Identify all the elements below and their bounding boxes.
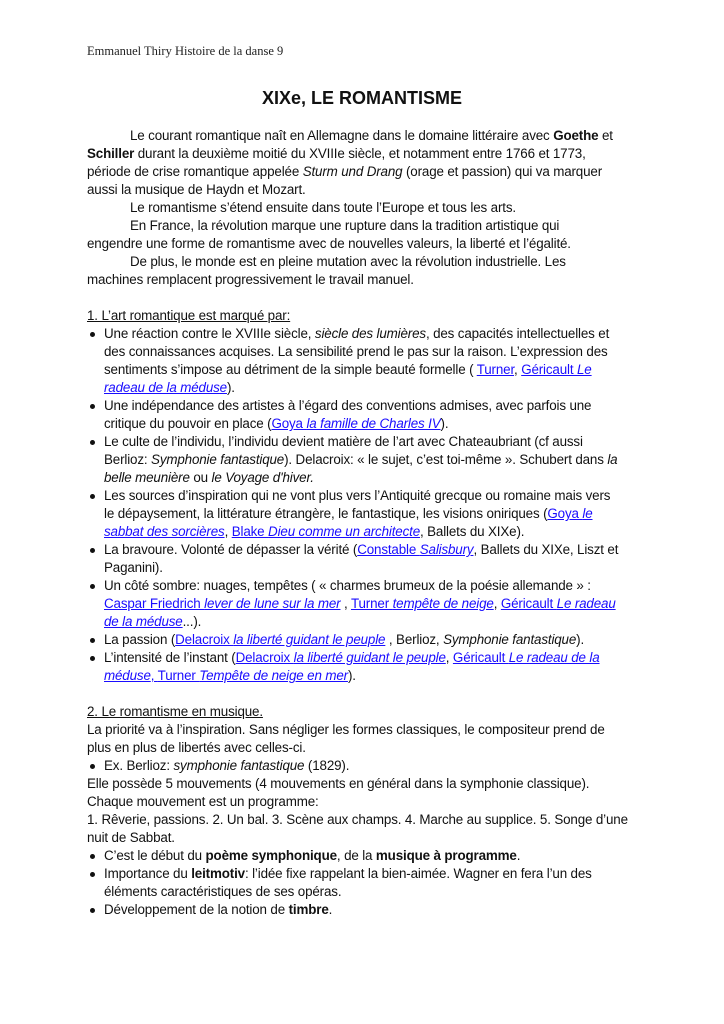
text-run: De plus, le monde est en pleine mutation avec la révolution industrielle. Les xyxy=(130,254,566,269)
text-run: ...). xyxy=(182,614,202,629)
text-run: Symphonie fantastique xyxy=(151,452,285,467)
text-run: belle meunière xyxy=(104,470,190,485)
text-line xyxy=(87,415,632,433)
text-run: : l’idée fixe rappelant la bien-aimée. Wagner en fera l’un des xyxy=(244,866,592,881)
text-run: La bravoure. Volonté de dépasser la vérité ( xyxy=(104,542,358,557)
text-run: Symphonie fantastique xyxy=(443,632,577,647)
text-run: , xyxy=(514,362,522,377)
text-run: Le romantisme s’étend ensuite dans toute l’Europe et tous les arts. xyxy=(130,200,516,215)
text-run: Elle possède 5 mouvements (4 mouvements en général dans la symphonie classique). xyxy=(87,776,590,791)
text-run: L’intensité de l’instant ( xyxy=(104,650,236,665)
hyperlink[interactable]: Géricault xyxy=(452,650,509,665)
hyperlink[interactable]: sabbat des sorcières xyxy=(104,524,225,539)
text-run: siècle des lumières xyxy=(314,326,426,341)
hyperlink[interactable]: lever de lune sur la mer xyxy=(204,596,341,611)
hyperlink[interactable]: le xyxy=(582,506,593,521)
text-run: période de crise romantique appelée xyxy=(87,164,303,179)
text-run: Sturm und Drang xyxy=(302,164,403,179)
text-run: 1. Rêverie, passions. 2. Un bal. 3. Scène aux champs. 4. Marche au supplice. 5. Songe d’une xyxy=(87,812,628,827)
text-run: musique à programme xyxy=(375,848,517,863)
text-line xyxy=(87,127,632,145)
text-run: ou xyxy=(189,470,212,485)
text-run: 1. L’art romantique est marqué par: xyxy=(87,308,291,323)
text-line xyxy=(87,217,632,235)
hyperlink[interactable]: Salisbury xyxy=(419,542,474,557)
hyperlink[interactable]: Blake xyxy=(231,524,269,539)
hyperlink[interactable]: Le radeau xyxy=(556,596,616,611)
text-line xyxy=(87,703,632,721)
bullet-item-line xyxy=(87,847,632,865)
text-run: 2. Le romantisme en musique. xyxy=(87,704,263,719)
hyperlink[interactable]: Goya xyxy=(271,416,307,431)
text-run: Ex. Berlioz: xyxy=(104,758,174,773)
bullet-item-line xyxy=(87,487,632,505)
hyperlink[interactable]: la famille de Charles IV xyxy=(306,416,441,431)
bullet-item-line xyxy=(87,577,632,595)
hyperlink[interactable]: Tempête de neige en mer xyxy=(199,668,348,683)
text-line xyxy=(87,523,632,541)
text-run: ). xyxy=(576,632,585,647)
text-run: Un côté sombre: nuages, tempêtes ( « charmes brumeux de la poésie allemande » : xyxy=(104,578,591,593)
text-run: aussi la musique de Haydn et Mozart. xyxy=(87,182,306,197)
page-title: XIXe, LE ROMANTISME xyxy=(261,88,463,108)
blank-line xyxy=(87,685,632,703)
text-run: Le culte de l’individu, l’individu devient matière de l’art avec Chateaubriant (cf aussi xyxy=(104,434,583,449)
text-run: Le courant romantique naît en Allemagne dans le domaine littéraire avec xyxy=(130,128,554,143)
text-run: la xyxy=(607,452,618,467)
text-line xyxy=(87,379,632,397)
text-run: , xyxy=(224,524,232,539)
text-run: , Ballets du XIXe). xyxy=(420,524,525,539)
text-run: éléments caractéristiques de ses opéras. xyxy=(104,884,342,899)
hyperlink[interactable]: Delacroix xyxy=(235,650,294,665)
hyperlink[interactable]: la liberté guidant le peuple xyxy=(293,650,446,665)
text-run: , de la xyxy=(336,848,376,863)
hyperlink[interactable]: tempête de neige xyxy=(392,596,494,611)
hyperlink[interactable]: méduse xyxy=(104,668,151,683)
text-run: Chaque mouvement est un programme: xyxy=(87,794,319,809)
hyperlink[interactable]: Turner xyxy=(350,596,393,611)
text-run: Paganini). xyxy=(104,560,163,575)
document-body xyxy=(87,127,632,919)
text-run: durant la deuxième moitié du XVIIIe siècle, et notamment entre 1766 et 1773, xyxy=(134,146,586,161)
bullet-item-line xyxy=(87,325,632,343)
hyperlink[interactable]: Géricault xyxy=(500,596,557,611)
text-run: , Berlioz, xyxy=(385,632,444,647)
hyperlink[interactable]: , xyxy=(150,668,158,683)
text-run: La passion ( xyxy=(104,632,176,647)
text-line xyxy=(87,469,632,487)
text-run: nuit de Sabbat. xyxy=(87,830,175,845)
text-line xyxy=(87,811,632,829)
text-run: symphonie fantastique xyxy=(173,758,305,773)
blank-line xyxy=(87,289,632,307)
text-run: critique du pouvoir en place ( xyxy=(104,416,272,431)
bullet-item-line xyxy=(87,757,632,775)
text-line xyxy=(87,181,632,199)
text-run: Goethe xyxy=(553,128,599,143)
text-line xyxy=(87,595,632,613)
hyperlink[interactable]: la liberté guidant le peuple xyxy=(233,632,386,647)
text-run: , xyxy=(493,596,501,611)
hyperlink[interactable]: Turner xyxy=(476,362,515,377)
text-run: timbre xyxy=(288,902,329,917)
text-line xyxy=(87,451,632,469)
text-run: ). Delacroix: « le sujet, c’est toi-même ». Schubert dans xyxy=(284,452,608,467)
text-line xyxy=(87,343,632,361)
hyperlink[interactable]: Constable xyxy=(357,542,420,557)
text-run: et xyxy=(598,128,613,143)
text-run: En France, la révolution marque une rupture dans la tradition artistique qui xyxy=(130,218,560,233)
text-line xyxy=(87,235,632,253)
hyperlink[interactable]: Goya xyxy=(547,506,583,521)
text-run: des connaissances acquises. La sensibilité prend le pas sur la raison. L’expression des xyxy=(104,344,608,359)
bullet-item-line xyxy=(87,631,632,649)
hyperlink[interactable]: Le radeau de la xyxy=(508,650,600,665)
hyperlink[interactable]: Turner xyxy=(157,668,200,683)
text-run: . xyxy=(328,902,333,917)
text-run: Schiller xyxy=(87,146,135,161)
text-line xyxy=(87,739,632,757)
text-run: , des capacités intellectuelles et xyxy=(425,326,610,341)
text-run: ). xyxy=(440,416,449,431)
bullet-item-line xyxy=(87,433,632,451)
text-run: engendre une forme de romantisme avec de nouvelles valeurs, la liberté et l’égalité. xyxy=(87,236,571,251)
text-run: Importance du xyxy=(104,866,192,881)
hyperlink[interactable]: de la méduse xyxy=(104,614,183,629)
text-line xyxy=(87,883,632,901)
text-run: Les sources d’inspiration qui ne vont plus vers l’Antiquité grecque ou romaine mais vers xyxy=(104,488,611,503)
text-line xyxy=(87,721,632,739)
text-run: sentiments s’impose au détriment de la simple beauté formelle ( xyxy=(104,362,477,377)
bullet-item-line xyxy=(87,649,632,667)
text-run: (1829). xyxy=(304,758,350,773)
text-run: C’est le début du xyxy=(104,848,206,863)
hyperlink[interactable]: Le xyxy=(577,362,592,377)
hyperlink[interactable]: Delacroix xyxy=(175,632,234,647)
text-run: (orage et passion) qui va marquer xyxy=(402,164,603,179)
text-run: poème symphonique xyxy=(205,848,337,863)
text-run: plus en plus de libertés avec celles-ci. xyxy=(87,740,306,755)
text-run: Berlioz: xyxy=(104,452,152,467)
bullet-item-line xyxy=(87,397,632,415)
text-run: Développement de la notion de xyxy=(104,902,289,917)
hyperlink[interactable]: Géricault xyxy=(521,362,577,377)
bullet-item-line xyxy=(87,865,632,883)
text-run: La priorité va à l’inspiration. Sans négliger les formes classiques, le compositeur prend de xyxy=(87,722,605,737)
hyperlink[interactable]: Caspar Friedrich xyxy=(104,596,205,611)
text-line xyxy=(87,163,632,181)
text-run: , xyxy=(445,650,453,665)
text-run: , Ballets du XIXe, Liszt et xyxy=(473,542,619,557)
text-line xyxy=(87,271,632,289)
text-line xyxy=(87,559,632,577)
text-line xyxy=(87,361,632,379)
text-run: leitmotiv xyxy=(191,866,245,881)
text-run: Une indépendance des artistes à l’égard des conventions admises, avec parfois une xyxy=(104,398,592,413)
text-run: le Voyage d'hiver. xyxy=(211,470,314,485)
page-header: Emmanuel Thiry Histoire de la danse 9 xyxy=(87,44,284,58)
hyperlink[interactable]: radeau de la méduse xyxy=(104,380,227,395)
text-run: machines remplacent progressivement le travail manuel. xyxy=(87,272,414,287)
text-run: . xyxy=(516,848,521,863)
text-run: Une réaction contre le XVIIIe siècle, xyxy=(104,326,315,341)
text-line xyxy=(87,613,632,631)
text-line xyxy=(87,775,632,793)
text-run: le dépaysement, la littérature étrangère, le fantastique, les visions oniriques ( xyxy=(104,506,548,521)
text-line xyxy=(87,829,632,847)
text-run: , xyxy=(340,596,351,611)
text-line xyxy=(87,793,632,811)
text-line xyxy=(87,505,632,523)
text-run: ). xyxy=(226,380,235,395)
text-line xyxy=(87,667,632,685)
text-line xyxy=(87,253,632,271)
bullet-item-line xyxy=(87,541,632,559)
hyperlink[interactable]: Dieu comme un architecte xyxy=(268,524,420,539)
text-line xyxy=(87,307,632,325)
text-line xyxy=(87,199,632,217)
text-run: ). xyxy=(347,668,356,683)
bullet-item-line xyxy=(87,901,632,919)
text-line xyxy=(87,145,632,163)
